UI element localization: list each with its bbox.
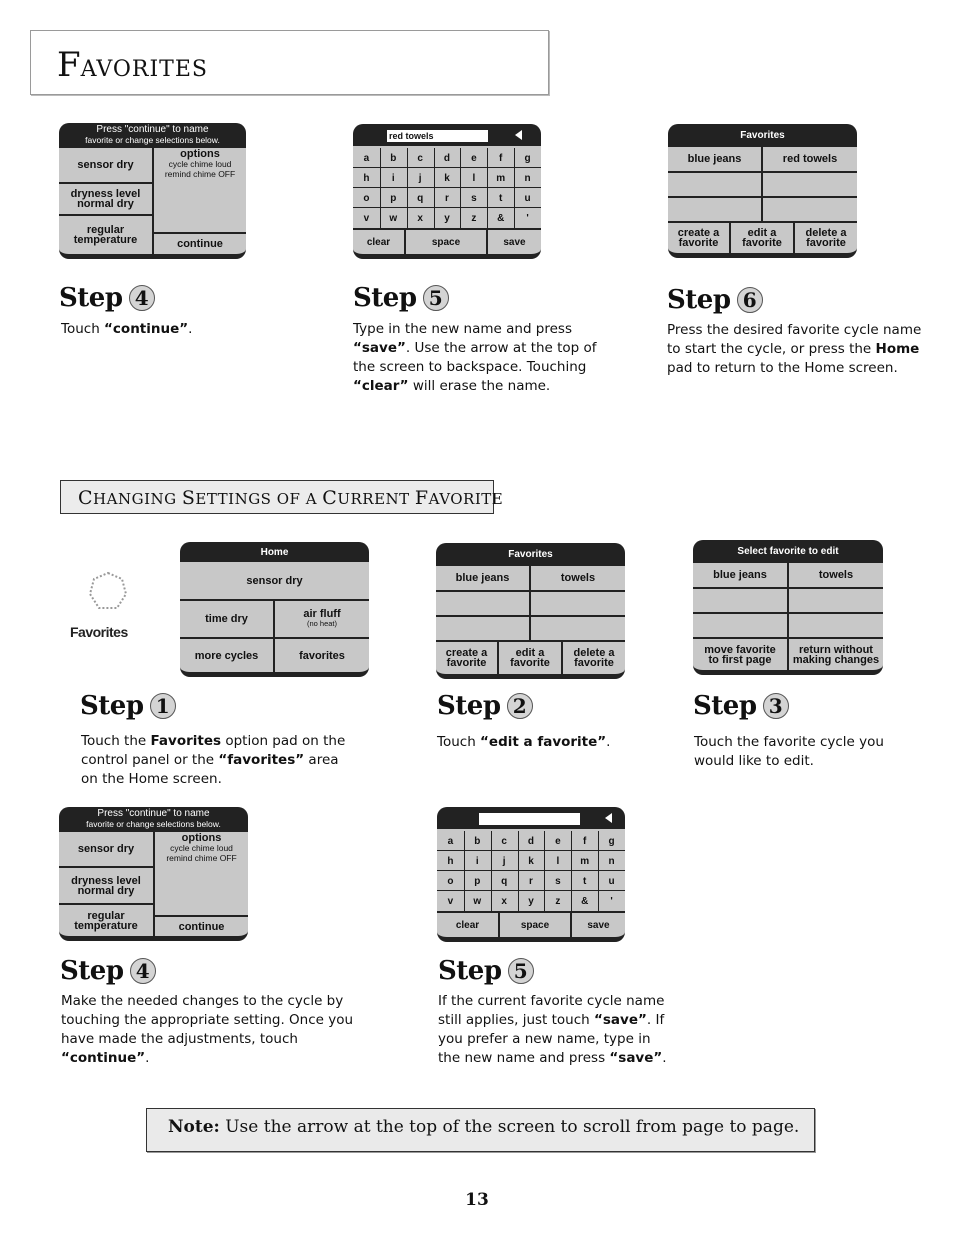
note-box <box>146 1108 815 1152</box>
key-u[interactable]: u <box>524 192 531 204</box>
key-c[interactable]: c <box>501 835 507 847</box>
backspace-arrow-icon[interactable] <box>605 813 612 823</box>
clear-button[interactable]: clear <box>455 919 480 931</box>
key-ampersand[interactable]: & <box>497 212 505 224</box>
save-button[interactable]: save <box>503 236 526 248</box>
favorites-screen: Favorites blue jeans towels create a favorite edit a favorite delete a favorite <box>436 543 625 679</box>
clear-button[interactable]: clear <box>366 236 391 248</box>
key-t[interactable]: t <box>583 875 587 887</box>
favorite-blue-jeans[interactable]: blue jeans <box>713 569 767 581</box>
more-cycles-button[interactable]: more cycles <box>194 649 259 662</box>
key-e[interactable]: e <box>555 835 561 847</box>
key-p[interactable]: p <box>390 192 397 204</box>
key-x[interactable]: x <box>417 212 423 224</box>
step-description: Press the desired favorite cycle name to start the cycle, or press the Home pad to return to the Home screen. <box>667 322 922 376</box>
edit-favorite-button[interactable]: edit a favorite <box>742 227 782 249</box>
options-screen: Press "continue" to name favorite or change selections below. sensor dry dryness level normal dry regular temperature options cycle chime loud remind chime OFF continue <box>59 807 248 941</box>
key-r[interactable]: r <box>529 875 533 887</box>
key-g[interactable]: g <box>608 835 615 847</box>
step-description: Touch “edit a favorite”. <box>437 734 611 750</box>
favorites-pad-label: Favorites <box>70 624 128 640</box>
step-description: If the current favorite cycle name still applies, just touch “save”. If you prefer a new name, type in the new name and press “save”. <box>438 993 667 1066</box>
key-y[interactable]: y <box>444 212 450 224</box>
edit-favorite-screen: Select favorite to edit blue jeans towels move favorite to first page return without making changes <box>693 540 883 675</box>
favorites-button[interactable]: favorites <box>299 649 345 662</box>
key-h[interactable]: h <box>363 172 370 184</box>
delete-favorite-button[interactable]: delete a favorite <box>805 227 847 249</box>
key-q[interactable]: q <box>501 875 508 887</box>
page-title: FAVORITES <box>57 45 208 85</box>
key-d[interactable]: d <box>527 835 535 847</box>
favorite-towels[interactable]: towels <box>818 569 854 581</box>
key-h[interactable]: h <box>447 855 454 867</box>
key-w[interactable]: w <box>473 895 482 907</box>
favorite-blue-jeans[interactable]: blue jeans <box>455 572 510 584</box>
step-heading: Step 6 <box>667 285 763 315</box>
sensor-dry-button[interactable]: sensor dry <box>246 574 303 587</box>
key-a[interactable]: a <box>363 152 370 164</box>
options-screen: Press "continue" to name favorite or change selections below. sensor dry dryness level normal dry regular temperature options cycle chime loud remind chime OFF continue <box>59 123 246 259</box>
key-y[interactable]: y <box>528 895 534 907</box>
name-entry-field[interactable] <box>479 813 580 825</box>
step-heading: Step 4 <box>60 956 156 986</box>
key-l[interactable]: l <box>472 172 476 184</box>
favorites-pad-icon <box>70 570 150 645</box>
continue-button[interactable]: continue <box>177 238 223 250</box>
edit-favorite-button[interactable]: edit a favorite <box>510 647 550 669</box>
air-fluff-button[interactable]: air fluff (no heat) <box>303 608 341 628</box>
delete-favorite-button[interactable]: delete a favorite <box>573 647 615 669</box>
key-n[interactable]: n <box>608 855 615 867</box>
key-f[interactable]: f <box>499 152 503 164</box>
step-heading: Step 3 <box>693 691 789 721</box>
sensor-dry-button[interactable]: sensor dry <box>77 842 135 855</box>
create-favorite-button[interactable]: create a favorite <box>445 647 488 669</box>
key-g[interactable]: g <box>524 152 531 164</box>
step-heading: Step 4 <box>59 283 155 313</box>
key-apostrophe[interactable]: ' <box>610 895 613 907</box>
time-dry-button[interactable]: time dry <box>205 613 248 625</box>
key-q[interactable]: q <box>417 192 424 204</box>
keyboard-screen <box>437 807 625 942</box>
key-o[interactable]: o <box>447 875 454 887</box>
key-c[interactable]: c <box>417 152 423 164</box>
key-k[interactable]: k <box>444 172 450 184</box>
key-m[interactable]: m <box>496 172 506 184</box>
keyboard-screen <box>353 124 541 259</box>
key-v[interactable]: v <box>447 895 454 907</box>
space-button[interactable]: space <box>520 919 550 931</box>
key-j[interactable]: j <box>418 172 422 184</box>
sensor-dry-button[interactable]: sensor dry <box>77 158 134 171</box>
key-s[interactable]: s <box>471 192 477 204</box>
space-button[interactable]: space <box>431 236 461 248</box>
key-t[interactable]: t <box>499 192 503 204</box>
key-l[interactable]: l <box>556 855 560 867</box>
move-favorite-button[interactable]: move favorite to first page <box>704 643 776 666</box>
create-favorite-button[interactable]: create a favorite <box>677 227 720 249</box>
step-heading: Step 1 <box>80 691 176 721</box>
step-description: Make the needed changes to the cycle by touching the appropriate setting. Once you have made the adjustments, touch “continue”. <box>61 993 354 1066</box>
key-ampersand[interactable]: & <box>581 895 589 907</box>
name-entry-field[interactable]: red towels <box>387 130 488 142</box>
key-w[interactable]: w <box>389 212 398 224</box>
step-description: Touch the favorite cycle you would like to edit. <box>694 734 884 769</box>
key-b[interactable]: b <box>390 152 397 164</box>
dryness-level-button[interactable]: dryness level normal dry <box>71 874 141 897</box>
save-button[interactable]: save <box>587 919 610 931</box>
key-z[interactable]: z <box>471 212 477 224</box>
key-b[interactable]: b <box>474 835 481 847</box>
step-heading: Step 5 <box>353 283 449 313</box>
step-description: Touch the Favorites option pad on the control panel or the “favorites” area on the Home screen. <box>81 733 346 787</box>
key-n[interactable]: n <box>524 172 531 184</box>
page-number: 13 <box>465 1190 489 1210</box>
key-i[interactable]: i <box>391 172 395 184</box>
dryness-level-button[interactable]: dryness level normal dry <box>70 188 141 210</box>
continue-button[interactable]: continue <box>178 920 225 933</box>
favorites-screen: Favorites blue jeans red towels create a favorite edit a favorite delete a favorite <box>668 124 857 258</box>
key-s[interactable]: s <box>555 875 561 887</box>
key-o[interactable]: o <box>363 192 370 204</box>
key-e[interactable]: e <box>471 152 477 164</box>
step-description: Touch “continue”. <box>61 321 193 337</box>
home-screen: Home sensor dry time dry air fluff (no heat) more cycles favorites <box>180 542 369 677</box>
key-j[interactable]: j <box>502 855 506 867</box>
favorite-towels[interactable]: towels <box>560 572 596 584</box>
section-heading-box <box>60 480 504 514</box>
step-heading: Step 2 <box>437 691 533 721</box>
note-text: Note: Use the arrow at the top of the screen to scroll from page to page. <box>168 1117 800 1137</box>
key-u[interactable]: u <box>608 875 615 887</box>
step-description: Type in the new name and press “save”. Use the arrow at the top of the screen to backspace. Touching “clear” will erase the name. <box>353 321 597 394</box>
key-z[interactable]: z <box>555 895 561 907</box>
options-button[interactable]: options cycle chime loud remind chime OFF <box>166 832 237 863</box>
key-x[interactable]: x <box>501 895 507 907</box>
step-heading: Step 5 <box>438 956 534 986</box>
key-f[interactable]: f <box>583 835 587 847</box>
temperature-button[interactable]: regular temperature <box>74 909 138 932</box>
backspace-arrow-icon[interactable] <box>515 130 522 140</box>
heptagon-outline-icon <box>70 570 150 620</box>
key-k[interactable]: k <box>528 855 534 867</box>
key-r[interactable]: r <box>445 192 449 204</box>
section-heading: CHANGING SETTINGS OF A CURRENT FAVORITE <box>78 487 504 509</box>
favorite-red-towels[interactable]: red towels <box>782 153 838 165</box>
key-a[interactable]: a <box>447 835 454 847</box>
key-apostrophe[interactable]: ' <box>526 212 529 224</box>
key-i[interactable]: i <box>475 855 479 867</box>
favorite-blue-jeans[interactable]: blue jeans <box>687 153 742 165</box>
temperature-button[interactable]: regular temperature <box>73 224 138 246</box>
return-without-changes-button[interactable]: return without making changes <box>792 643 880 666</box>
page-title-box <box>30 30 549 95</box>
key-p[interactable]: p <box>474 875 481 887</box>
key-d[interactable]: d <box>443 152 451 164</box>
key-v[interactable]: v <box>363 212 370 224</box>
key-m[interactable]: m <box>580 855 590 867</box>
options-button[interactable]: options cycle chime loud remind chime OFF <box>164 148 236 179</box>
